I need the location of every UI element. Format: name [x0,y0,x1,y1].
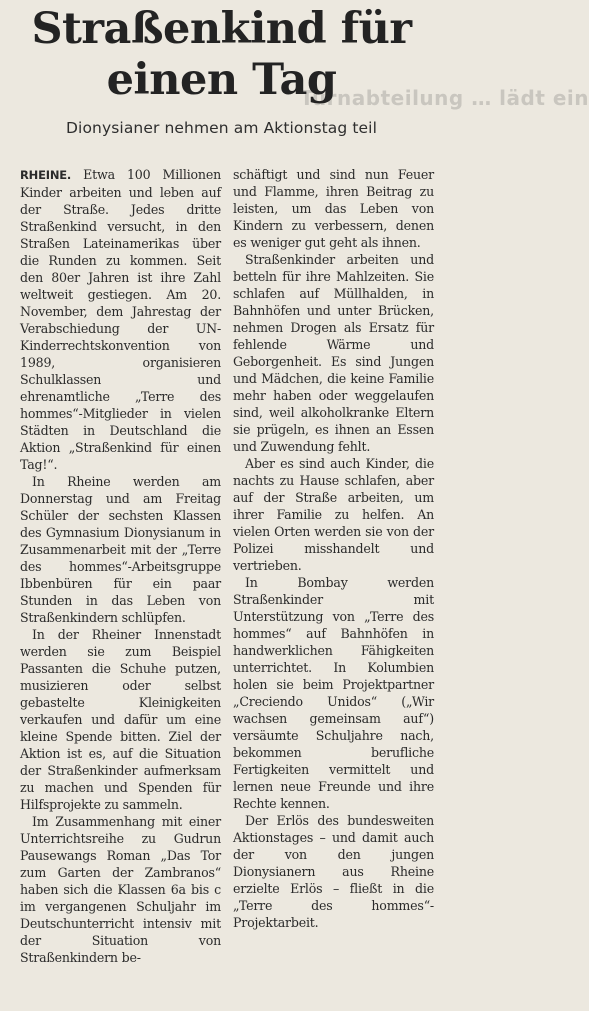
subheadline: Dionysianer nehmen am Aktionstag teil [66,119,377,137]
paragraph-text: Etwa 100 Millionen Kinder arbeiten und leben auf der Straße. Jedes dritte Straßenkind versucht, in den Straßen Lateinamerikas über die Runden zu kommen. Seit den 80er Jahren ist ihre Zahl weltweit gestiegen. Am 20. November, dem Jahrestag der Verabschiedung der UN-Kinderrechtskonvention von 1989, organisieren Schulklassen und ehrenamtliche „Terre des hommes“-Mitglieder in vielen Städten in Deutschland die Aktion „Straßenkind für einen Tag!“. [20,167,221,472]
paragraph: Der Erlös des bundesweiten Aktionstages – und damit auch der von den jungen Dionysianern aus Rheine erzielte Erlös – fließt in die „Terre des hommes“-Projektarbeit. [233,813,434,930]
paragraph: In Bombay werden Straßenkinder mit Unterstützung von „Terre des hommes“ auf Bahnhöfen in handwerklichen Fähigkeiten unterrichtet. In Kolumbien holen sie beim Projektpartner „Creciendo Unidos“ („Wir wachsen gemeinsam auf“) versäumte Schuljahre nach, bekommen berufliche Fertigkeiten vermittelt und lernen neue Freunde und ihre Rechte kennen. [233,575,434,811]
article-body [20,166,434,966]
headline [0,4,443,106]
paragraph: In der Rheiner Innenstadt werden sie zum Beispiel Passanten die Schuhe putzen, musizieren oder selbst gebastelte Kleinigkeiten verkaufen und dafür um eine kleine Spende bitten. Ziel der Aktion ist es, auf die Situation der Straßenkinder aufmerksam zu machen und Spenden für Hilfsprojekte zu sammeln. [20,627,221,812]
left-column [20,166,221,966]
paragraph: schäftigt und sind nun Feuer und Flamme, ihren Beitrag zu leisten, um das Leben von Kindern zu verbessern, denen es weniger gut geht als ihnen. [233,167,434,250]
headline-line-1: Straßenkind für [31,4,412,54]
paragraph: Aber es sind auch Kinder, die nachts zu Hause schlafen, aber auf der Straße arbeiten, um ihrer Familie zu helfen. An vielen Orten werden sie von der Polizei misshandelt und vertrieben. [233,456,434,573]
dateline: RHEINE. [20,168,72,182]
paragraph: In Rheine werden am Donnerstag und am Freitag Schüler der sechsten Klassen des Gymnasium Dionysianum in Zusammenarbeit mit der „Terre des hommes“-Arbeitsgruppe Ibbenbüren für ein paar Stunden in das Leben von Straßenkindern schlüpfen. [20,474,221,625]
right-column [233,166,434,966]
paragraph [20,166,221,473]
adjacent-article-bleed: Turnabteilung … lädt ein [300,86,589,110]
headline-line-2: einen Tag [106,55,337,105]
paragraph: Im Zusammenhang mit einer Unterrichtsreihe zu Gudrun Pausewangs Roman „Das Tor zum Garten der Zambranos“ haben sich die Klassen 6a bis c im vergangenen Schuljahr im Deutschunterricht intensiv mit der Situation von Straßenkindern be- [20,814,221,965]
paragraph: Straßenkinder arbeiten und betteln für ihre Mahlzeiten. Sie schlafen auf Müllhalden, in Bahnhöfen und unter Brücken, nehmen Drogen als Ersatz für fehlende Wärme und Geborgenheit. Es sind Jungen und Mädchen, die keine Familie mehr haben oder weggelaufen sind, weil alkoholkranke Eltern sie prügeln, es ihnen an Essen und Zuwendung fehlt. [233,252,434,454]
